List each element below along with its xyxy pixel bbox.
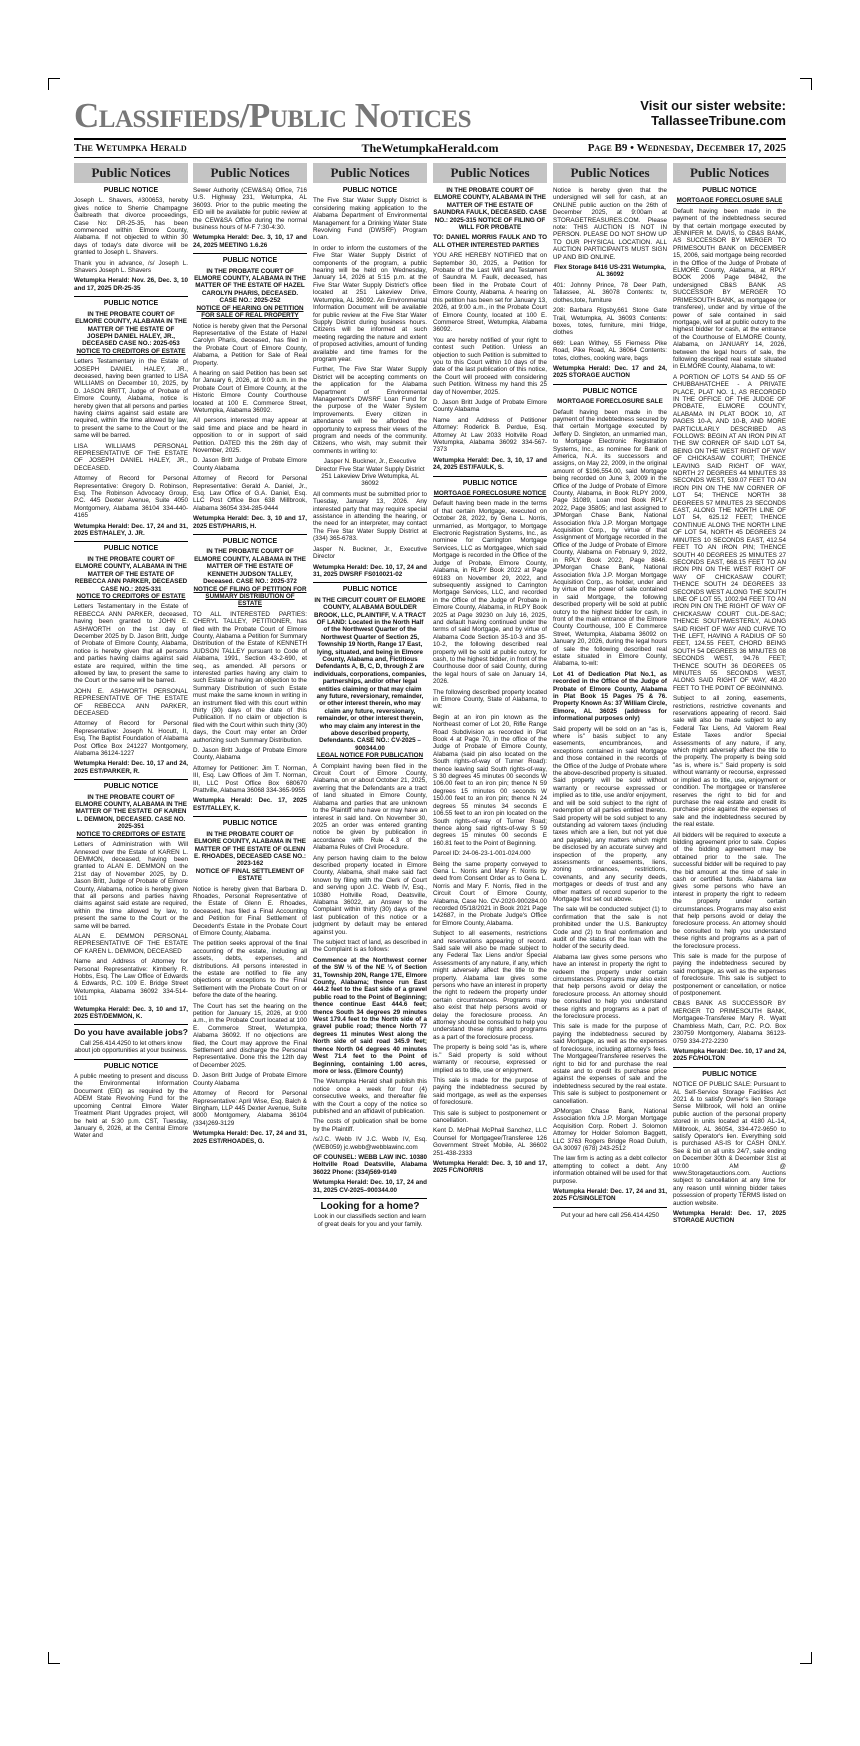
notice-text: Alabama law gives some persons who have an interest in property the right to redeem the property under certain circumstances. Programs may also exist that help persons avoid or delay the foreclosure process. An attorney should be consulted to help you understand these rights and programs as a part of the foreclosure process.: [553, 953, 667, 1021]
case-caption-title: NOTICE TO CREDITORS OF ESTATE: [76, 592, 186, 600]
auction-unit: 208: Barbara Rigsby,661 Stone Gate Trail, Wetumpka, AL 36093 Contents: boxes, totes, furniture, mini fridge, clothes: [553, 307, 667, 337]
auction-unit: 669: Lean Withey, 55 Fierness Pike Road, Pike Road, AL 36064 Contents: totes, clothes, cooking ware, bags: [553, 339, 667, 362]
jobs-ad: [74, 1029, 188, 1054]
notice-text: This sale is made for the purpose of paying the indebtedness secured by said Mortgage, as well as the expenses of foreclosure, including attorney's fees. The Mortgagee/Transferee reserves the right to bid for and purchase the real estate and to credit its purchase price against the expenses of sale and the indebtedness secured by the real estate. This sale is subject to postponement or cancellation.: [553, 1023, 667, 1105]
notice-text: All comments must be submitted prior to Tuesday, January 13, 2026. Any interested party that may require special assistance in attending the hearing, or the need for an interpreter, may contact The Five Star Water Supply District at (334) 365-6783.: [313, 490, 427, 543]
auction-unit: 401: Johnny Prince, 78 Deer Path, Tallassee, AL 36078 Contents: tv, clothes,tote, furniture: [553, 281, 667, 304]
attorney-info: CB&S BANK AS SUCCESSOR BY MERGER TO PRIMESOUTH BANK, Mortgagee-Transferee Mary R. Wyatt Chambless Math, Carr, P.C. P.O. Box 230759 Montgomery, Alabama 36123-0759 334-272-2230: [673, 1000, 786, 1045]
publication-line: Wetumpka Herald: Dec. 3, 10 and 17, 2025 EST/DEMMON, K.: [74, 1005, 188, 1021]
case-caption-title: MORTGAGE FORECLOSURE SALE: [557, 398, 663, 406]
notice-text: Any person having claim to the below described property located in Elmore County, Alabama, shall make said fact known by filing with the Clerk of Court and serving upon J.C. Webb IV, Esq., 10380 Holtville Road, Deatsville, Alabama 36022, an Answer to the Complaint within thirty (30) days of the last publication of this notice or a judgment by default may be entered against you.: [313, 854, 427, 936]
crop-mark-top-right: [800, 78, 812, 90]
case-caption: [193, 548, 307, 607]
notice-divider: [313, 1198, 427, 1199]
attorney-info: Name and Address of Attorney for Personal Representative: Kimberly R. Hobbs, Esq. The Law Office of Edwards & Edwards, P.C. 109 E. Bridge Street Wetumpka, Alabama 36092 334-514-1011: [74, 958, 188, 1003]
notice-text: Joseph L. Shavers, #300653, hereby gives notice to Sherrie Champagne Galbreath that divorce proceedings, Case No: DR-25-35, has been commenced within Elmore County, Alabama. If not objected to within 30 days of today's date divorce will be granted to Joseph L. Shavers.: [74, 197, 188, 257]
notice-text: Being the same property conveyed to Gena L. Norris and Mary F. Norris by deed from Consent Order as to Gena L. Norris and Mary F. Norris, filed in the Circuit Court of Elmore County, Alabama, Case No. CV-2020-900284.00 recorded 05/18/2021 in Book 2021 Page 142687, in the Probate Judge's Office for Elmore County, Alabama.: [433, 860, 547, 927]
notice-text: Sewer Authority (CEW&SA) Office, 716 U.S. Highway 231, Wetumpka, AL 36093. Prior to the public meeting the EID will be available for public review at the CEW&SA Office during the normal business hours of M-F 7:30-4:30.: [193, 187, 307, 232]
attorney-info: JPMorgan Chase Bank, National Association f/k/a J.P. Morgan Mortgage Acquisition Corp. Robert J. Solomon Attorney for Holder Solomon Baggett, LLC 3763 Rogers Bridge Road Duluth, GA 30097 (678) 243-2512: [553, 1107, 667, 1152]
notice-text: The following described property located in Elmore County, State of Alabama, to wit:: [433, 688, 547, 711]
notice-text: The law firm is acting as a debt collector attempting to collect a debt. Any information obtained will be used for that purpose.: [553, 1155, 667, 1185]
notice-divider: [74, 1059, 188, 1060]
notice-divider: [193, 534, 307, 535]
notice-heading: PUBLIC NOTICE: [342, 187, 398, 194]
notice-heading: PUBLIC NOTICE: [222, 538, 278, 546]
case-caption: [433, 490, 547, 497]
notice-text: Default having been made in the terms of that certain Mortgage, executed on October 28, 2022, by Gena L. Norris, unmarried, as Mortgagor, to Mortgage Electronic Registration Systems, Inc., as nominee for Carrington Mortgage Services, LLC as Mortgagee, which said Mortgage is recorded in the Office of the Judge of Probate, Elmore County, Alabama, in RLPY Book 2022 at Page 69183 on November 29, 2022, and subsequently assigned to Carrington Mortgage Services, LLC, and recorded in the Office of the Judge of Probate in Elmore County, Alabama, in RLPY Book 2025 at Page 39230 on July 16, 2025, and default having continued under the terms of said Mortgage, and by virtue of Alabama Code Section 35-10-3 and 35-10-2, the following described real property will be sold at public outcry, for cash, to the highest bidder, in front of the Courthouse door of said County, during the legal hours of sale on January 14, 2026.: [433, 500, 547, 686]
case-caption-title: MORTGAGE FORECLOSURE SALE: [676, 197, 783, 205]
notice-divider: [74, 296, 188, 297]
column-3: [313, 163, 427, 1648]
newspaper-name: The Wetumpka Herald: [74, 142, 187, 154]
notice-text: JOHN E. ASHWORTH PERSONAL REPRESENTATIVE OF THE ESTATE OF REBECCA ANN PARKER, DECEASED: [74, 687, 188, 717]
case-caption: [74, 556, 188, 600]
notice-divider: [193, 816, 307, 817]
notice-text: A Complaint having been filed in the Circuit Court of Elmore County, Alabama, on or about October 21, 2025, averring that the Defendants are a tract of land situated in Elmore County, Alabama and parties that are unknown to the Plaintiff who have or may have an interest in said land. On November 30, 2025 an order was entered granting notice be given by publication in accordance with Rule 4.3 of the Alabama Rules of Civil Procedure.: [313, 762, 427, 852]
notice-text: This sale is subject to postponement or cancellation.: [433, 1109, 547, 1124]
case-caption: [193, 268, 307, 320]
notice-text: Letters of Administration with Will Annexed over the Estate of KAREN L. DEMMON, deceased, having been granted to ALAN E. DEMMON on the 21st day of November 2025, by D. Jason Britt, Judge of Probate of Elmore County, Alabama, notice is hereby given that all persons and parties having claims against said estate are required, within the time allowed by law, to present the same to the Court or the same will be barred.: [74, 841, 188, 930]
notice-addressee: TO: DANIEL MORRIS FAULK AND TO ALL OTHER INTERESTED PARTIES: [433, 234, 547, 249]
notice-heading: PUBLIC NOTICE: [103, 545, 159, 553]
notice-divider: [553, 1207, 667, 1208]
notice-text: Further, The Five Star Water Supply District will be accepting comments on the application for the Alabama Department of Environmental Management's DWSRF Loan Fund for the purpose of the Water System Improvements. Every citizen in attendance will be afforded the opportunity to express their views of the program and needs of the community. Citizens, who wish, may submit their comments in writing to:: [313, 366, 427, 455]
attorney-info: Attorney of Record for Personal Representative: Joseph N. Hocutt, II, Esq. The Baptist Foundation of Alabama Post Office Box 241227 Montgomery, Alabama 36124-1227: [74, 720, 188, 758]
publication-line: Wetumpka Herald: Dec. 17, 2025 EST/TALLEY, K.: [193, 797, 307, 812]
case-caption-text: IN THE PROBATE COURT OF ELMORE COUNTY, ALABAMA IN THE MATTER OF THE ESTATE OF REBECCA ANN PARKER, DECEASED CASE NO.: 2025-331: [74, 555, 188, 593]
attorney-info: Attorney of Record for Personal Representative: Gregory D. Robinson, Esq. The Robinson Advocacy Group, P.C. 445 Dexter Avenue, Suite 4050 Montgomery, Alabama 36104 334-440-4165: [74, 475, 188, 520]
notice-text: TO ALL INTERESTED PARTIES: CHERYL TALLEY, PETITIONER, has filed with the Probate Court of Elmore County, Alabama a Petition for Summary Distribution of the Estate of KENNETH JUDSON TALLEY pursuant to Code of Alabama, 1991, Section 43-2-690, et seq., as amended. All persons or interested parties having any claim to such Estate or having an objection to the Summary Distribution of such Estate must make the same known in writing in an instrument filed with this court within thirty (30) days of the date of this Publication. If no claim or objection is filed with the Court within such thirty (30) days, the Court may enter an Order authorizing such Summary Distribution.: [193, 610, 307, 744]
notice-text: The subject tract of land, as described in the Complaint is as follows:: [313, 939, 427, 954]
page-date: Page B9 • Wednesday, December 17, 2025: [587, 142, 786, 154]
home-ad-text: Look in our classifieds section and learn of great deals for you and your family.: [314, 1213, 426, 1228]
info-bar-rule: [74, 157, 786, 158]
legal-description: A PORTION OF LOTS 54 AND 55 OF CHUBBAHATCHEE - A PRIVATE PLACE, PLAT NO. 1, AS RECORDED IN THE OFFICE OF THE JUDGE OF PROBATE, ELMORE COUNTY, ALABAMA IN PLAT BOOK 10, AT PAGES 10-A, AND 10-B, AND MORE PARTICULARLY DESCRIBED AS FOLLOWS: BEGIN AT AN IRON PIN AT THE SW CORNER OF SAID LOT 54, BEING ON THE WEST RIGHT OF WAY OF CHICKASAW COURT; THENCE LEAVING SAID RIGHT OF WAY, NORTH 27 DEGREES 44 MINUTES 33 SECONDS WEST, 539.07 FEET TO AN IRON PIN ON THE NW CORNER OF LOT 54; THENCE NORTH 38 DEGREES 57 MINUTES 23 SECONDS EAST, ALONG THE NORTH LINE OF LOT 54, 625.12 FEET; THENCE CONTINUE ALONG THE NORTH LINE OF LOT 54, NORTH 45 DEGREES 24 MINUTES 10 SECONDS EAST, 412.54 FEET TO AN IRON PIN; THENCE SOUTH 40 DEGREES 25 MINUTES 27 SECONDS EAST, 668.15 FEET TO AN IRON PIN ON THE WEST RIGHT OF WAY OF CHICKASAW COURT; THENCE SOUTH 24 DEGREES 33 SECONDS WEST ALONG THE SOUTH LINE OF LOT 55, 1002.94 FEET TO AN IRON PIN ON THE RIGHT OF WAY OF CHICKASAW COURT CUL-DE-SAC; THENCE SOUTHWESTERLY, ALONG SAID RIGHT OF WAY AND CURVE TO THE LEFT, HAVING A RADIUS OF 50 FEET, 124.55 FEET, CHORD BEING SOUTH 54 DEGREES 36 MINUTES 08 SECONDS WEST, 94.76 FEET; THENCE SOUTH 36 DEGREES 05 MINUTES 55 SECONDS WEST, ALONG SAID RIGHT OF WAY, 48.20 FEET TO THE POINT OF BEGINNING.: [673, 373, 786, 692]
sister-site-link[interactable]: TallasseeTribune.com: [651, 113, 786, 128]
notice-text: The Five Star Water Supply District is considering making application to the Alabama Department of Environmental Management for a Drinking Water State Revolving Fund (DWSRF) Program Loan.: [313, 197, 427, 242]
notice-text: Default having been made in the payment of the indebtedness secured by that certain Mortgage executed by Jeffery D. Singleton, an unmarried man, to Mortgage Electronic Registration Systems, Inc., as nominee for Bank of America, N.A. its successors and assigns, on May 22, 2009, in the original amount of $196,554.00, said Mortgage being recorded on June 3, 2009 in the Office of the Judge of Probate of Elmore County, Alabama, in Book RLPY 2009, Page 31089, Loan mod Book RPLY 2022, Page 35805; and last assigned to JPMorgan Chase Bank, National Association f/k/a J.P. Morgan Mortgage Acquisition Corp., by virtue of that Assignment of Mortgage recorded in the Office of the Judge of Probate of Elmore County, Alabama on February 9, 2022, in RPLY Book 2022, Page 8846. JPMorgan Chase Bank, National Association f/k/a J.P. Morgan Mortgage Acquisition Corp., as holder, under and by virtue of the power of sale contained in said Mortgage, the following described property will be sold at public outcry to the highest bidder for cash, in front of the main entrance of the Elmore County Courthouse, 100 E Commerce Street, Wetumpka, Alabama 36092 on January 20, 2026, during the legal hours of sale the following described real estate situated in Elmore County, Alabama, to-wit:: [553, 408, 667, 668]
notice-text: You are hereby notified of your right to contest such Petition. Unless an objection to such Petition is submitted to you to this Court within 10 days of the date of the last publication of this notice, the Court will proceed with considering such Petition. Witness my hand this 25 day of November, 2025.: [433, 336, 547, 396]
publication-line: Wetumpka Herald: Dec. 10, 17, 24 and 31, 2025 CV-2025–900344.00: [313, 1179, 427, 1194]
info-bar: [74, 141, 786, 156]
notice-text: ALAN E. DEMMON PERSONAL REPRESENTATIVE OF THE ESTATE OF KAREN L. DEMMON, DECEASED: [74, 932, 188, 955]
attorney-info: Kent D. McPhail McPhail Sanchez, LLC Counsel for Mortgagee/Transferee 126 Government Street Mobile, AL 36602 251-438-2333: [433, 1127, 547, 1157]
attorney-info: Attorney of Record for Personal Representative: Gerald A. Daniel, Jr., Esq. Law Office of G.A. Daniel, Esq. LLC Post Office Box 638 Millbrook, Alabama 36054 334-285-9444: [193, 475, 307, 512]
case-caption-title: NOTICE TO CREDITORS OF ESTATE: [76, 347, 186, 355]
notice-text: LISA WILLIAMS PERSONAL REPRESENTATIVE OF THE ESTATE OF JOSEPH DANIEL HALEY, JR., DECEASED.: [74, 442, 188, 472]
notice-heading: PUBLIC NOTICE: [582, 387, 638, 395]
case-caption: [673, 197, 786, 204]
notice-divider: [74, 779, 188, 780]
case-caption-title: NOTICE OF FINAL SETTLEMENT OF ESTATE: [195, 867, 305, 883]
case-caption: [74, 311, 188, 355]
notice-text: Notice is hereby given that the undersigned will sell for cash, at an ONLINE public auction on the 26th of December 2025, at 9:00am at STORAGETREASURES.COM. Please note: THIS AUCTION IS NOT IN PERSON. PLEASE DO NOT SHOW UP TO OUR PHYSICAL LOCATION. ALL AUCTION PARTICIPANTS MUST SIGN UP AND BID ONLINE.: [553, 187, 667, 261]
sister-site-label: Visit our sister website:: [640, 98, 786, 113]
notice-signature: /s/J.C. Webb IV J.C. Webb IV, Esq. (WEB059) jc.webb@webblawinc.com: [313, 1136, 427, 1151]
column-6: [673, 163, 786, 1648]
notice-heading: PUBLIC NOTICE: [103, 187, 159, 194]
section-title: Classifieds/Public Notices: [74, 96, 471, 135]
case-caption: [74, 794, 188, 838]
legal-description: Lot 41 of Dedication Plat No.1, as recorded in the Office of the Judge of Probate of Elmore County, Alabama in Plat Book 15 Pages 75 & 76. Property Known As: 37 William Circle, Elmore, AL 36025 (address for informational purposes only): [553, 670, 667, 723]
notice-text: NOTICE OF PUBLIC SALE: Pursuant to AL Self-Service Storage Facilities Act 2021 & to satisfy Owner's lien Storage Sense Millbrook, will hold an online public auction of the personal property stored in units located at 4180 AL-14, Millbrook, AL 36054, 334-472-9650 to satisfy Operator's lien. Everything sold is purchased AS-IS for CASH ONLY. See & bid on all units 24/7, sale ending on December 30th & December 31st at 10:00 AM @ www.Storagetauctions.com. Auctions subject to cancellation at any time for any reason until winning bidder takes possession of property TERMS listed on auction website.: [673, 1081, 786, 1207]
notice-text: Subject to all easements, restrictions and reservations appearing of record. Said sale will also be made subject to any Federal Tax Liens and/or Special Assessments of any nature, if any, which might adversely affect the title to the property. Alabama law gives some persons who have an interest in property the right to redeem the property under certain circumstances. Programs may also exist that help persons avoid or delay the foreclosure process. An attorney should be consulted to help you understand these rights and programs as a part of the foreclosure process.: [433, 930, 547, 1041]
notice-text: Notice is hereby given that the Personal Representative of the Estate of Hazel Carolyn Pharis, deceased, has filed in the Probate Court of Elmore County, Alabama, a Petition for Sale of Real Property.: [193, 322, 307, 367]
notice-text: The Court has set the hearing on the petition for January 15, 2026, at 9:00 a.m., in the Probate Court located at 100 E. Commerce Street, Wetumpka, Alabama 36092. If no objections are filed, the Court may approve the Final Settlement and discharge the Personal Representative. Done this the 12th day of December 2025.: [193, 1002, 307, 1069]
public-notices-banner: Public Notices: [433, 163, 547, 183]
legal-description: Commence at the Northwest corner of the SW ½ of the NE ¼ of Section 31, Township 20N, Range 17E, Elmore County, Alabama; thence run East 444.2 feet to the East side of a gravel public road to the Point of Beginning; thence continue East 444.6 feet; thence South 34 degrees 29 minutes West 179.4 feet to the North side of a gravel public road; thence North 77 degrees 11 minutes West along the North side of said road 345.9 feet; thence North 04 degrees 40 minutes West 71.4 feet to the Point of Beginning, containing 1.00 acres, more or less. (Elmore County): [313, 956, 427, 1075]
case-caption-text: IN THE PROBATE COURT OF ELMORE COUNTY, ALABAMA IN THE MATTER OF THE ESTATE OF SAUNDRA FAULK, DECEASED. CASE NO.: 2025-315 NOTICE OF FILING OF WILL FOR PROBATE: [433, 187, 547, 232]
attorney-info: Attorney of Record for Personal Representative: April Wise, Esq. Balch & Bingham, LLP 445 Dexter Avenue, Suite 8000 Montgomery, Alabama 36104 (334)269-3129: [193, 1090, 307, 1127]
notice-text: The petition seeks approval of the final accounting of the estate, including all assets, debts, expenses, and distributions. All persons interested in the estate are notified to file any objections or exceptions to the Final Settlement with the Probate Court on or before the date of the hearing.: [193, 940, 307, 1000]
notice-text: This sale is made for the purpose of paying the indebtedness secured by said mortgage, as well as the expenses of foreclosure. This sale is subject to postponement or cancellation, or notice of postponement.: [673, 953, 786, 998]
notice-heading: PUBLIC NOTICE: [342, 586, 398, 594]
notice-text: YOU ARE HEREBY NOTIFIED that on September 30, 2025, a Petition for Probate of the Last Will and Testament of Saundra M. Faulk, deceased, has been filed in the Probate Court of Elmore County, Alabama. A hearing on this petition has been set for January 13, 2026, at 9:00 a.m., in the Probate Court of Elmore County, located at 100 E. Commerce Street, Wetumpka, Alabama 36092.: [433, 252, 547, 334]
case-caption-title: NOTICE OF HEARING ON PETITION FOR SALE OF REAL PROPERTY: [196, 304, 304, 320]
notice-text: The costs of publication shall be borne by the Plaintiff.: [313, 1118, 427, 1133]
publication-line: Wetumpka Herald: Dec. 3, 10 and 17, 2025 EST/PHARIS, H.: [193, 515, 307, 530]
jobs-ad-headline: Do you have available jobs?: [74, 1027, 188, 1038]
notice-divider: [74, 1024, 188, 1025]
public-notices-banner: Public Notices: [673, 163, 786, 183]
publication-line: Wetumpka Herald: Dec. 3, 10 and 17, 2025 FC/NORRIS: [433, 1159, 547, 1175]
case-caption: [553, 398, 667, 405]
home-ad-headline: Looking for a home?: [320, 1201, 420, 1212]
notice-heading: PUBLIC NOTICE: [222, 257, 278, 265]
publication-line: Wetumpka Herald: Dec. 17, 24 and 31, 2025 FC/SINGLETON: [553, 1188, 667, 1203]
public-notices-banner: Public Notices: [74, 163, 188, 183]
storage-facility: Flex Storage 8416 US-231 Wetumpka, AL 36092: [554, 264, 666, 279]
website-url[interactable]: TheWetumpkaHerald.com: [361, 141, 499, 155]
publication-line: Wetumpka Herald: Dec. 3, 10, 17 and 24, 2025 MEETING 1.6.26: [193, 234, 307, 249]
notice-text: Said property will be sold on an "as is, where is" basis subject to any easements, encumbrances, and exceptions contained in said Mortgage and those contained in the records of the Office of the Judge of Probate where the above-described property is situated. Said property will be sold without warranty or recourse expressed or implied as to title, use and/or enjoyment, and will be sold subject to the right of redemption of all parties entitled thereto. Said property will be sold subject to any outstanding ad valorem taxes (including taxes which are a lien, but not yet due and payable), any matters which might be disclosed by an accurate survey and inspection of the property, any assessments or easements, liens, zoning ordinances, restrictions, covenants, and any security deeds, mortgages or deeds of trust and any other matters of record superior to the Mortgage first set out above.: [553, 725, 667, 903]
case-caption-text: IN THE PROBATE COURT OF ELMORE COUNTY, ALABAMA IN THE MATTER OF THE ESTATE OF JOSEPH DANIEL HALEY, JR., DECEASED CASE NO.: 2025-053: [75, 310, 187, 348]
notice-divider: [553, 384, 667, 385]
notice-text: Letters Testamentary in the Estate of REBECCA ANN PARKER, deceased, having been granted to JOHN E. ASHWORTH on the 1st day of December 2025 by D. Jason Britt, Judge of Probate of Elmore County, Alabama, notice is hereby given that all persons and parties having claims against said estate are required, within the time allowed by law, to present the same to the Court or the same will be barred.: [74, 603, 188, 685]
crop-mark-bottom-left: [48, 1652, 60, 1664]
publication-line: Wetumpka Herald: Dec. 10, 17, 24 and 31, 2025 DWSRF FS010021-02: [313, 563, 427, 578]
case-caption: [313, 597, 427, 760]
contact-address: Jasper N. Buckner, Jr., Executive Director Five Star Water Supply District 251 Lakeview Drive Wetumpka, AL 36092: [315, 458, 425, 488]
crop-mark-top-left: [48, 78, 60, 90]
publication-line: Wetumpka Herald: Dec. 10, 17 and 24, 2025 EST/PARKER, R.: [74, 760, 188, 775]
notice-divider: [193, 253, 307, 254]
notice-text: Notice is hereby given that Barbara D. Rhoades, Personal Representative of the Estate of Glenn E. Rhoades, deceased, has filed a Final Accounting and Petition for Final Settlement of Decedent's Estate in the Probate Court of Elmore County, Alabama.: [193, 885, 307, 937]
publication-line: Wetumpka Herald: Nov. 26, Dec. 3, 10 and 17, 2025 DR-25-35: [74, 277, 188, 292]
case-caption: [433, 187, 547, 231]
judge-signature: D. Jason Britt Judge of Probate Elmore County Alabama: [193, 1072, 307, 1087]
notice-divider: [74, 541, 188, 542]
notice-text: This sale is made for the purpose of paying the indebtedness secured by said mortgage, as well as the expenses of foreclosure.: [433, 1076, 547, 1107]
notice-heading: PUBLIC NOTICE: [702, 187, 757, 194]
publication-line: Wetumpka Herald: Dec. 17, 24 and 31, 2025 EST/RHOADES, G.: [193, 1130, 307, 1145]
notice-heading: PUBLIC NOTICE: [103, 1062, 159, 1070]
case-caption-title: NOTICE TO CREDITORS OF ESTATE: [76, 830, 186, 838]
case-caption-title: NOTICE OF FILING OF PETITION FOR SUMMARY DISTRIBUTION OF ESTATE: [193, 585, 307, 608]
notice-heading: PUBLIC NOTICE: [103, 783, 159, 791]
case-caption-text: IN THE PROBATE COURT OF ELMORE COUNTY, ALABAMA IN THE MATTER OF THE ESTATE OF KENNETH JUDSON TALLEY, Deceased. CASE NO.: 2025-372: [194, 548, 306, 586]
judge-signature: D. Jason Britt Judge of Probate Elmore County Alabama: [193, 457, 307, 472]
publication-line: Wetumpka Herald: Dec. 10, 17 and 24, 2025 FC/HOLTON: [673, 1047, 786, 1063]
notice-text: A hearing on said Petition has been set for January 6, 2026, at 9:00 a.m. in the Probate Court of Elmore County, at the Historic Elmore County Courthouse located at 100 E. Commerce Street, Wetumpka, Alabama 36092.: [193, 369, 307, 414]
jobs-ad-text: Call 256.414.4250 to let others know about job opportunities at your business.: [74, 1039, 188, 1055]
parcel-id: Parcel ID: 24-06-23-1-001-024.000: [433, 850, 531, 858]
notice-heading: PUBLIC NOTICE: [462, 479, 518, 487]
column-2: [193, 163, 307, 1648]
sister-site-promo: [640, 98, 786, 128]
notice-divider: [313, 582, 427, 583]
column-1: [74, 163, 188, 1648]
judge-signature: D. Jason Britt Judge of Probate Elmore County Alabama: [433, 398, 547, 414]
case-caption-text: IN THE PROBATE COURT OF ELMORE COUNTY, ALABAMA IN THE MATTER OF THE ESTATE OF HAZEL CAROLYN PHARIS, DECEASED. CASE NO.: 2025-252: [194, 267, 306, 305]
notice-text: All bidders will be required to execute a bidding agreement prior to sale. Copies of the bidding agreement may be obtained prior to the sale. The successful bidder will be required to pay the bid amount at the time of sale in cash or certified funds. Alabama law gives some persons who have an interest in property the right to redeem the property under certain circumstances. Programs may also exist that help persons avoid or delay the foreclosure process. An attorney should be consulted to help you understand these rights and programs as a part of the foreclosure process.: [673, 831, 786, 950]
advertise-ad: Put your ad here call 256.414.4250: [560, 1211, 660, 1219]
notice-signature: Thank you in advance, /s/ Joseph L. Shavers Joseph L. Shavers: [74, 259, 188, 275]
notice-text: In order to inform the customers of the Five Star Water Supply District of components of the program, a public hearing will be held on Wednesday, January 14, 2026 at 5:15 p.m. at the Five Star Water Supply District's office located at 251 Lakeview Drive, Wetumpka, AL 36092. An Environmental Information Document will be available for public review at the Five Star Water Supply District during business hours. Citizens will be informed at such meeting regarding the nature and extent of proposed activities, amount of funding available and time frames for the program year.: [313, 244, 427, 363]
case-caption-text: IN THE CIRCUIT COURT OF ELMORE COUNTY, ALABAMA BOULDER BROOK, LLC, PLAINTIFF, V. A TRACT OF LAND: Located in the North Half of the Northwest Quarter of the Northwest Quarter of Section 25, Township 19 North, Range 17 East, lying, situated, and being in Elmore County, Alabama and, Fictitious Defendants A, B, C, D, through Z are individuals, corporations, companies, partnerships, and/or other legal entities claiming or that may claim any future, reversionary, remainder, or other interest therein, who may claim any future, reversionary, remainder, or other interest therein, who may claim any interest in the above described property, Defendants. CASE NO.: CV-2025 – 900344.00: [313, 596, 427, 752]
judge-signature: D. Jason Britt Judge of Probate Elmore County, Alabama: [193, 747, 307, 762]
case-caption-text: IN THE PROBATE COURT OF ELMORE COUNTY, ALABAMA IN THE MATTER OF THE ESTATE OF KAREN L. DEMMON, DECEASED. CASE NO. 2025-351: [75, 793, 187, 831]
notice-text: The sale will be conducted subject (1) to confirmation that the sale is not prohibited under the U.S. Bankruptcy Code and (2) to final confirmation and audit of the status of the loan with the holder of the security deed.: [553, 906, 667, 951]
notice-text: Subject to all zoning, easements, restrictions, restrictive covenants and reservations appearing of record. Said sale will also be made subject to any Federal Tax Liens, Ad Valorem Real Estate Taxes and/or Special Assessments of any nature, if any, which might adversely affect the title to the property. The property is being sold "as is, where is." Said property is sold without warranty or recourse, expressed or implied as to title, use, enjoyment or condition. The mortgagee or transferee reserves the right to bid for and purchase the real estate and credit its purchase price against the expenses of sale and the indebtedness secured by the real estate.: [673, 695, 786, 829]
publication-line: Wetumpka Herald: Dec. 17 and 24, 2025 STORAGE AUCTION: [553, 364, 667, 380]
notice-text: All persons interested may appear at said time and place and be heard in opposition to or in support of said Petition. DATED this the 26th day of November, 2025.: [193, 417, 307, 454]
column-4: [433, 163, 547, 1648]
crop-mark-bottom-right: [800, 1652, 812, 1664]
notice-text: A public meeting to present and discuss the Environmental Information Document (EID) as required by the ADEM State Revolving Fund for the upcoming Central Elmore Water Treatment Plant Upgrades project, will be held at 5:30 p.m. CST, Tuesday, January 6, 2026, at the Central Elmore Water and: [74, 1073, 188, 1140]
attorney-info: Attorney for Petitioner: Jim T. Norman, III, Esq. Law Offices of Jim T. Norman, III, LLC Post Office Box 680670 Prattville, Alabama 36068 334-365-9955: [193, 764, 307, 795]
legal-description: Begin at an iron pin known as the Northeast corner of Lot 20, Rifle Range Road Subdivision as recorded in Plat Book 4 at Page 70, in the office of the Judge of Probate of Elmore County, Alabama (said pin also located on the South rights-of-way of Turner Road): thence leaving said South rights-of-way, S 30 degrees 45 minutes 00 seconds W 106.00 feet to an iron pin; thence N 59 degrees 15 minutes 00 seconds W 150.00 feet to an iron pin; thence N 24 degrees 55 minutes 34 seconds E 106.55 feet to an iron pin located on the South rights-of-way of Turner Road; thence along said rights-of-way S 59 degrees 15 minutes 00 seconds E 160.81 feet to the Point of Beginning.: [433, 713, 547, 847]
masthead: [74, 98, 786, 134]
notice-text: Default having been made in the payment of the indebtedness secured by that certain mortgage executed by JENNIFER M. DAVIS, to CB&S BANK, AS SUCCESSOR BY MERGER TO PRIMESOUTH BANK on DECEMBER 15, 2006, said mortgage being recorded in the Office of the Judge of Probate of ELMORE County, Alabama, at RPLY BOOK 2006 Page 94842, the undersigned CB&S BANK AS SUCCESSOR BY MERGER TO PRIMESOUTH BANK, as mortgagee (or transferee), under and by virtue of the power of sale contained in said mortgage, will sell at public outcry to the highest bidder for cash, at the entrance of the Courthouse of ELMORE County, Alabama, on JANUARY 14, 2026, between the legal hours of sale, the following described real estate situated in ELMORE County, Alabama, to wit:: [673, 207, 786, 371]
public-notices-banner: Public Notices: [193, 163, 307, 183]
publication-line: Wetumpka Herald: Dec. 17, 2025 STORAGE AUCTION: [673, 1210, 786, 1225]
attorney-info: OF COUNSEL: WEBB LAW INC. 10380 Holtville Road Deatsville, Alabama 36022 Phone: (334)569-9149: [313, 1153, 427, 1176]
case-caption-title: LEGAL NOTICE FOR PUBLICATION: [316, 752, 424, 760]
notice-divider: [433, 476, 547, 477]
public-notices-banner: Public Notices: [553, 163, 667, 183]
notice-heading: PUBLIC NOTICE: [702, 1070, 757, 1078]
notice-heading: PUBLIC NOTICE: [222, 820, 278, 828]
attorney-info: Name and Address of Petitioner Attorney: Roderick B. Perdue, Esq. Attorney At Law 2033 Holtville Road Wetumpka, Alabama 36092 334-567-7373: [433, 416, 547, 454]
notice-signature: Jasper N. Buckner, Jr., Executive Director: [313, 545, 427, 561]
public-notices-banner: Public Notices: [313, 163, 427, 183]
column-5: [553, 163, 667, 1648]
masthead-rule: [74, 138, 786, 140]
notice-divider: [673, 1067, 786, 1068]
case-caption-title: MORTGAGE FORECLOSURE NOTICE: [433, 490, 547, 498]
notice-text: Letters Testamentary in the Estate of JOSEPH DANIEL HALEY, JR., deceased, having been granted to LISA WILLIAMS on December 10, 2025, by D. JASON BRITT, Judge of Probate of Elmore County, Alabama, notice is hereby given that all persons and parties having claims against said estate are required, within the time allowed by law, to present the same to the Court or the same will be barred.: [74, 358, 188, 440]
case-caption: [193, 831, 307, 883]
notice-heading: PUBLIC NOTICE: [103, 300, 159, 308]
home-ad: [313, 1203, 427, 1228]
notice-text: The property is being sold "as is, where is." Said property is sold without warranty or recourse, expressed or implied as to title, use or enjoyment.: [433, 1044, 547, 1074]
publication-line: Wetumpka Herald: Dec. 3, 10, 17 and 24, 2025 EST/FAULK, S.: [433, 456, 547, 472]
notice-text: The Wetumpka Herald shall publish this notice once a week for four (4) consecutive weeks, and thereafter file with the Court a copy of the notice so published and an affidavit of publication.: [313, 1078, 427, 1115]
publication-line: Wetumpka Herald: Dec. 17, 24 and 31, 2025 EST/HALEY, J. JR.: [74, 522, 188, 538]
case-caption-text: IN THE PROBATE COURT OF ELMORE COUNTY, ALABAMA IN THE MATTER OF THE ESTATE OF GLENN E. RHOADES, DECEASED CASE NO.: 2023-162: [194, 830, 306, 868]
